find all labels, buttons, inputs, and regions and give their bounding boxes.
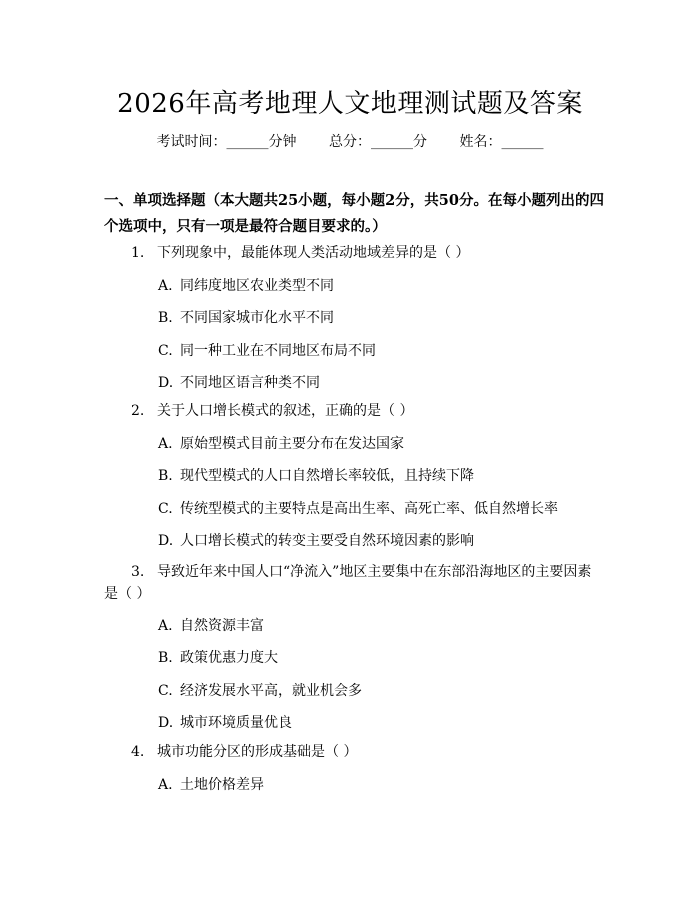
question-2 (131, 398, 413, 424)
exam-meta (0, 131, 700, 151)
option-2a: A. 原始型模式目前主要分布在发达国家 (158, 436, 404, 452)
option-2b: B. 现代型模式的人口自然增长率较低，且持续下降 (158, 468, 474, 484)
page-title: 2026年高考地理人文地理测试题及答案 (117, 89, 583, 119)
option-2c: C. 传统型模式的主要特点是高出生率、高死亡率、低自然增长率 (158, 501, 558, 517)
question-3 (131, 559, 591, 585)
option-3d: D. 城市环境质量优良 (158, 715, 292, 731)
question-number: 3. (131, 564, 145, 580)
question-number: 2. (131, 403, 145, 419)
section-heading: 一、单项选择题（本大题共25小题，每小题2分，共50分。在每小题列出的四个选项中，只有一项是最符合题目要求的。） (104, 192, 604, 235)
option-1a: A. 同纬度地区农业类型不同 (158, 278, 334, 294)
option-1c: C. 同一种工业在不同地区布局不同 (158, 343, 376, 359)
question-4 (131, 739, 357, 765)
question-stem: 关于人口增长模式的叙述，正确的是（ ） (157, 403, 414, 419)
question-number: 1. (131, 245, 145, 261)
question-stem: 导致近年来中国人口“净流入”地区主要集中在东部沿海地区的主要因素 (157, 564, 592, 580)
question-1 (131, 240, 469, 266)
option-3c: C. 经济发展水平高，就业机会多 (158, 683, 362, 699)
question-stem: 城市功能分区的形成基础是（ ） (157, 744, 358, 760)
option-1d: D. 不同地区语言种类不同 (158, 375, 320, 391)
student-name-field: 姓名：______ (459, 134, 544, 150)
option-1b: B. 不同国家城市化水平不同 (158, 310, 334, 326)
question-number: 4. (131, 744, 145, 760)
question-stem: 下列现象中，最能体现人类活动地域差异的是（ ） (157, 245, 470, 261)
total-score-field: 总分：______分 (329, 134, 427, 150)
exam-time-field: 考试时间：______分钟 (156, 134, 297, 150)
option-3b: B. 政策优惠力度大 (158, 650, 278, 666)
option-2d: D. 人口增长模式的转变主要受自然环境因素的影响 (158, 533, 474, 549)
question-3-stem-cont: 是（ ） (104, 586, 151, 602)
option-3a: A. 自然资源丰富 (158, 618, 264, 634)
option-4a: A. 土地价格差异 (158, 777, 264, 793)
